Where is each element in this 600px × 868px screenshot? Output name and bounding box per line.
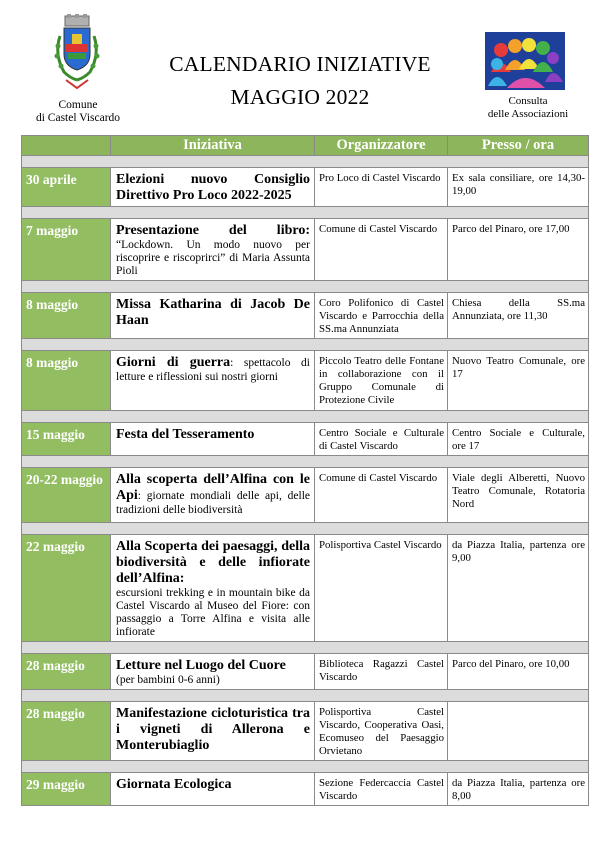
event-cell (111, 702, 315, 761)
table-row (22, 535, 589, 642)
organizer-cell: Polisportiva Castel Viscardo, Cooperativa Oasi, Ecomuseo del Paesaggio Orvietano (315, 702, 448, 761)
place-time-cell: Ex sala consiliare, ore 14,30-19,00 (448, 168, 589, 207)
table-row (22, 351, 589, 411)
event-description: “Lockdown. Un modo nuovo per riscoprire e riscoprirci” di Maria Assunta Pioli (116, 239, 310, 277)
organizer-cell: Pro Loco di Castel Viscardo (315, 168, 448, 207)
event-cell (111, 535, 315, 642)
event-title: Presentazione del libro: (116, 223, 310, 238)
place-time-cell: Centro Sociale e Culturale, ore 17 (448, 423, 589, 456)
table-row (22, 293, 589, 339)
spacer-row (22, 281, 589, 293)
organizer-cell: Biblioteca Ragazzi Castel Viscardo (315, 654, 448, 690)
table-row (22, 468, 589, 523)
spacer-row (22, 761, 589, 773)
place-time-cell: da Piazza Italia, partenza ore 8,00 (448, 773, 589, 806)
table-row (22, 702, 589, 761)
header-place-cell: Presso / ora (448, 136, 589, 156)
event-title: Alla Scoperta dei paesaggi, della biodiversità e delle infiorate dell’Alfina: (116, 539, 310, 586)
spacer-row (22, 411, 589, 423)
spacer-cell (22, 156, 589, 168)
event-cell (111, 168, 315, 207)
event-title: Giornata Ecologica (116, 777, 232, 792)
event-cell (111, 654, 315, 690)
table-body (22, 156, 589, 806)
event-description: (per bambini 0-6 anni) (116, 674, 220, 686)
page-title (140, 48, 460, 114)
organizer-cell: Sezione Federcaccia Castel Viscardo (315, 773, 448, 806)
date-cell: 15 maggio (22, 423, 111, 456)
spacer-cell (22, 690, 589, 702)
event-title: Giorni di guerra (116, 355, 231, 370)
organizer-cell: Coro Polifonico di Castel Viscardo e Parrocchia della SS.ma Annunziata (315, 293, 448, 339)
table-row (22, 219, 589, 281)
page-header (0, 0, 600, 135)
table-row (22, 654, 589, 690)
comune-label-line1: Comune (58, 99, 98, 111)
spacer-cell (22, 456, 589, 468)
event-title: Manifestazione cicloturistica tra i vigneti di Allerona e Monterubiaglio (116, 706, 310, 753)
table-row (22, 168, 589, 207)
calendar-table-wrap (21, 135, 588, 806)
date-cell: 8 maggio (22, 293, 111, 339)
spacer-cell (22, 523, 589, 535)
date-cell: 20-22 maggio (22, 468, 111, 523)
organizer-cell: Centro Sociale e Culturale di Castel Viscardo (315, 423, 448, 456)
event-description: : spettacolo di letture e riflessioni sui nostri giorni (116, 357, 310, 383)
spacer-row (22, 156, 589, 168)
organizer-cell: Piccolo Teatro delle Fontane in collaborazione con il Gruppo Comunale di Protezione Civile (315, 351, 448, 411)
event-description: escursioni trekking e in mountain bike da Castel Viscardo al Museo del Fiore: con passaggio a Torre Alfina e visita alle infiorate (116, 587, 310, 638)
spacer-row (22, 642, 589, 654)
event-title: Letture nel Luogo del Cuore (116, 658, 286, 673)
date-cell: 22 maggio (22, 535, 111, 642)
date-cell: 30 aprile (22, 168, 111, 207)
spacer-cell (22, 281, 589, 293)
comune-label (28, 99, 128, 125)
consulta-label-line2: delle Associazioni (487, 107, 569, 120)
date-cell: 7 maggio (22, 219, 111, 281)
comune-crest-icon (52, 14, 102, 94)
place-time-cell: da Piazza Italia, partenza ore 9,00 (448, 535, 589, 642)
consulta-logo-icon (485, 32, 565, 90)
spacer-row (22, 456, 589, 468)
date-cell: 29 maggio (22, 773, 111, 806)
table-row (22, 773, 589, 806)
place-time-cell: Chiesa della SS.ma Annunziata, ore 11,30 (448, 293, 589, 339)
event-title: Elezioni nuovo Consiglio Direttivo Pro Loco 2022-2025 (116, 172, 310, 203)
place-time-cell (448, 702, 589, 761)
date-cell: 28 maggio (22, 702, 111, 761)
spacer-row (22, 690, 589, 702)
organizer-cell: Polisportiva Castel Viscardo (315, 535, 448, 642)
header-date-cell (22, 136, 111, 156)
place-time-cell: Viale degli Alberetti, Nuovo Teatro Comunale, Rotatoria Nord (448, 468, 589, 523)
spacer-row (22, 523, 589, 535)
spacer-cell (22, 642, 589, 654)
event-cell (111, 773, 315, 806)
event-cell (111, 423, 315, 456)
event-description: : giornate mondiali delle api, delle tradizioni delle biodiversità (116, 490, 310, 516)
organizer-cell: Comune di Castel Viscardo (315, 468, 448, 523)
table-row (22, 423, 589, 456)
consulta-label-line1: Consulta (508, 95, 548, 107)
spacer-cell (22, 207, 589, 219)
event-title: Festa del Tesseramento (116, 427, 255, 442)
comune-label-line2: di Castel Viscardo (35, 112, 121, 124)
place-time-cell: Parco del Pinaro, ore 17,00 (448, 219, 589, 281)
event-title: Alla scoperta dell’Alfina con le Api (116, 472, 310, 503)
consulta-label (478, 95, 578, 120)
place-time-cell: Nuovo Teatro Comunale, ore 17 (448, 351, 589, 411)
place-time-cell: Parco del Pinaro, ore 10,00 (448, 654, 589, 690)
organizer-cell: Comune di Castel Viscardo (315, 219, 448, 281)
spacer-row (22, 207, 589, 219)
event-cell (111, 293, 315, 339)
event-cell (111, 468, 315, 523)
spacer-cell (22, 339, 589, 351)
spacer-cell (22, 411, 589, 423)
title-line1: CALENDARIO INIZIATIVE (169, 52, 431, 76)
table-header-row (22, 136, 589, 156)
event-cell (111, 219, 315, 281)
header-org-cell: Organizzatore (315, 136, 448, 156)
event-cell (111, 351, 315, 411)
spacer-row (22, 339, 589, 351)
calendar-table (21, 135, 589, 806)
spacer-cell (22, 761, 589, 773)
date-cell: 28 maggio (22, 654, 111, 690)
title-line2: MAGGIO 2022 (230, 85, 370, 109)
date-cell: 8 maggio (22, 351, 111, 411)
header-event-cell: Iniziativa (111, 136, 315, 156)
event-title: Missa Katharina di Jacob De Haan (116, 297, 310, 328)
